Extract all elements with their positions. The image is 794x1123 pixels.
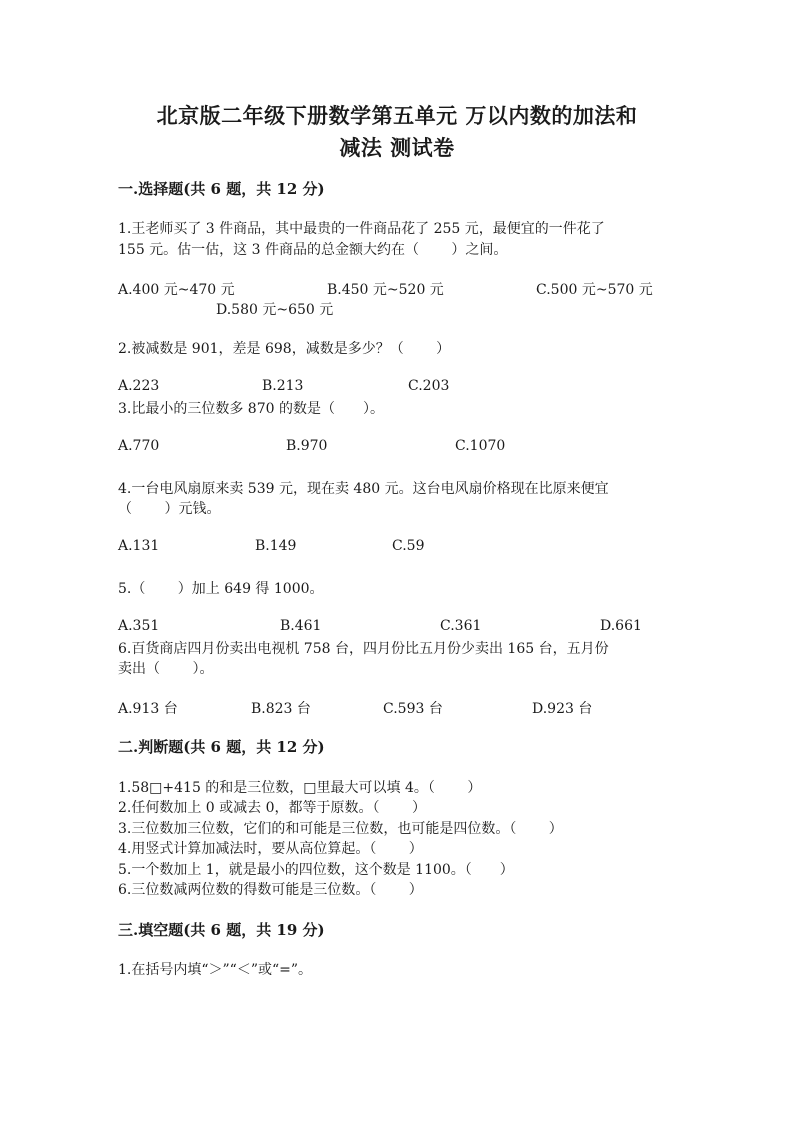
q1-option-c: C.500 元~570 元: [536, 282, 653, 298]
q2-option-c: C.203: [408, 378, 450, 394]
q4-option-b: B.149: [255, 538, 297, 554]
question-5-text: 5.（ ）加上 649 得 1000。: [118, 581, 324, 597]
judge-item-4: 4.用竖式计算加减法时，要从高位算起。（ ）: [118, 841, 423, 857]
q2-option-b: B.213: [262, 378, 304, 394]
question-6-text-cont: 卖出（ ）。: [118, 661, 214, 677]
q6-option-d: D.923 台: [532, 701, 593, 717]
page-title-line2: 减法 测试卷: [339, 135, 455, 160]
question-2-text: 2.被减数是 901，差是 698，减数是多少？（ ）: [118, 341, 451, 357]
judge-item-1: 1.58□+415 的和是三位数，□里最大可以填 4。（ ）: [118, 780, 482, 796]
q3-option-c: C.1070: [455, 438, 506, 454]
q5-option-b: B.461: [280, 618, 322, 634]
q6-option-a: A.913 台: [118, 701, 178, 717]
section-heading-fill: 三.填空题(共 6 题，共 19 分): [118, 921, 325, 939]
question-3-text: 3.比最小的三位数多 870 的数是（ ）。: [118, 401, 384, 417]
question-4-text-cont: （ ）元钱。: [118, 501, 221, 517]
q2-option-a: A.223: [118, 378, 160, 394]
judge-item-3: 3.三位数加三位数，它们的和可能是三位数，也可能是四位数。（ ）: [118, 821, 563, 837]
q3-option-b: B.970: [286, 438, 328, 454]
q6-option-b: B.823 台: [251, 701, 311, 717]
q5-option-d: D.661: [600, 618, 642, 634]
judge-item-5: 5.一个数加上 1，就是最小的四位数，这个数是 1100。（ ）: [118, 862, 514, 878]
q5-option-c: C.361: [440, 618, 482, 634]
q5-option-a: A.351: [118, 618, 160, 634]
fill-item-1: 1.在括号内填“＞”“＜”或“=”。: [118, 962, 313, 978]
question-6-text: 6.百货商店四月份卖出电视机 758 台，四月份比五月份少卖出 165 台，五月份: [118, 641, 609, 657]
q6-option-c: C.593 台: [383, 701, 443, 717]
q4-option-c: C.59: [392, 538, 425, 554]
judge-item-2: 2.任何数加上 0 或减去 0，都等于原数。（ ）: [118, 800, 426, 816]
q3-option-a: A.770: [118, 438, 160, 454]
question-4-text: 4.一台电风扇原来卖 539 元，现在卖 480 元。这台电风扇价格现在比原来便宜: [118, 481, 609, 497]
page-title-line1: 北京版二年级下册数学第五单元 万以内数的加法和: [156, 103, 638, 128]
question-1-text-cont: 155 元。估一估，这 3 件商品的总金额大约在（ ）之间。: [118, 242, 508, 258]
q1-option-d: D.580 元~650 元: [216, 302, 334, 318]
section-heading-choice: 一.选择题(共 6 题，共 12 分): [118, 180, 325, 198]
judge-item-6: 6.三位数减两位数的得数可能是三位数。（ ）: [118, 882, 423, 898]
question-1-text: 1.王老师买了 3 件商品，其中最贵的一件商品花了 255 元，最便宜的一件花了: [118, 221, 605, 237]
q4-option-a: A.131: [118, 538, 160, 554]
section-heading-judge: 二.判断题(共 6 题，共 12 分): [118, 738, 325, 756]
q1-option-b: B.450 元~520 元: [327, 282, 444, 298]
q1-option-a: A.400 元~470 元: [118, 282, 235, 298]
